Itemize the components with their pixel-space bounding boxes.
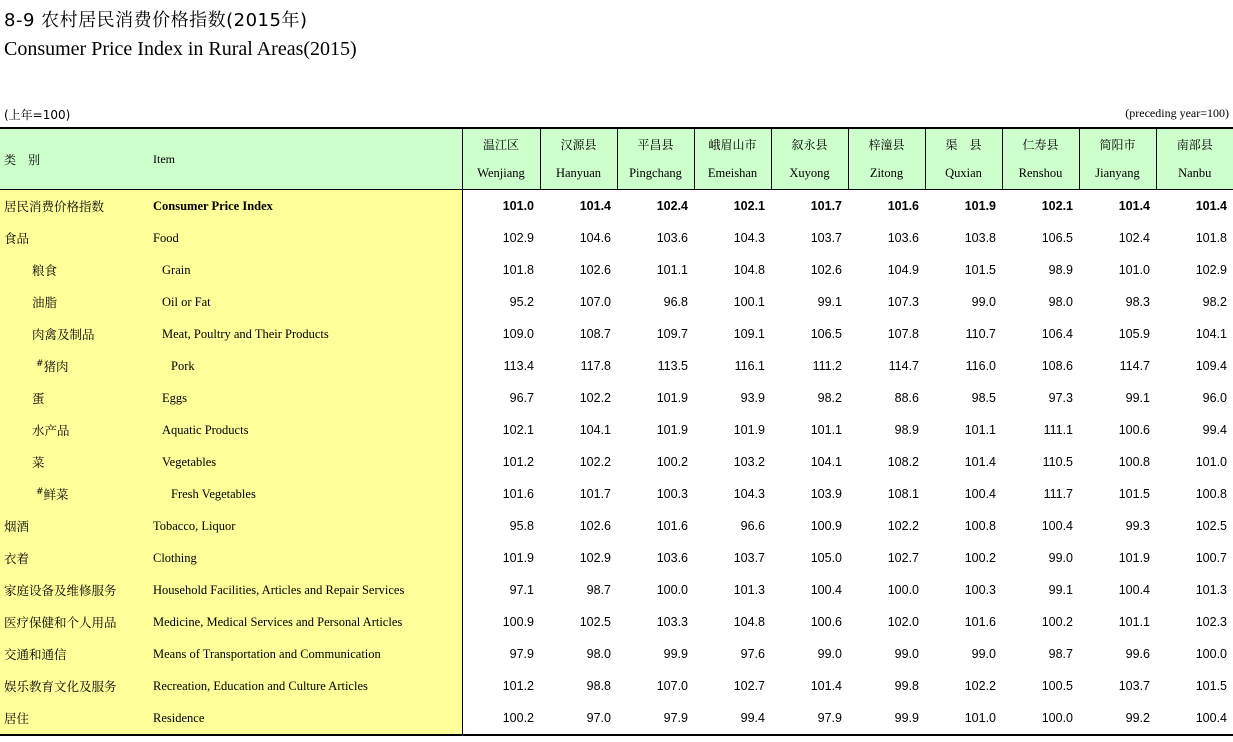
row-item-en: Vegetables: [153, 446, 462, 478]
row-value-cell: 98.0: [586, 647, 611, 661]
header-region-cn: 平昌县: [637, 138, 674, 152]
row-value-cell: 99.1: [1125, 391, 1150, 405]
row-category-cn: [0, 702, 153, 735]
row-value-cell: 101.0: [1195, 455, 1227, 469]
row-value-cell: 116.1: [734, 359, 765, 373]
row-category-cn: [0, 382, 153, 414]
header-region: [1002, 128, 1079, 190]
row-value-cell: 101.6: [887, 199, 919, 213]
row-value-cell: 100.4: [1041, 519, 1073, 533]
row-value-cell: 99.1: [1048, 583, 1073, 597]
row-category-cn: [0, 350, 153, 382]
row-value-cell: 99.2: [1079, 702, 1156, 735]
row-value-cell: 102.1: [733, 199, 765, 213]
row-value-cell: 103.2: [733, 455, 765, 469]
table-row: [0, 702, 1233, 735]
row-value-cell: 98.9: [1048, 263, 1073, 277]
table-row: [0, 286, 1233, 318]
row-value-cell: 102.7: [733, 679, 765, 693]
header-region-en: Zitong: [869, 166, 904, 180]
row-category-cn: [0, 254, 153, 286]
row-value-cell: 102.7: [887, 551, 919, 565]
header-region-en: Quxian: [945, 166, 982, 180]
row-value-cell: 101.1: [656, 263, 688, 277]
row-item-en: Food: [153, 222, 462, 254]
row-item-en: Medicine, Medical Services and Personal Articles: [153, 606, 462, 638]
row-value-cell: 100.0: [1002, 702, 1079, 735]
row-value-cell: 100.5: [1041, 679, 1073, 693]
row-value-cell: 102.5: [579, 615, 611, 629]
row-value-cell: 99.0: [971, 647, 996, 661]
row-item-en: Consumer Price Index: [153, 190, 462, 223]
row-value-cell: 103.8: [964, 231, 996, 245]
row-category-label: 水产品: [32, 423, 70, 438]
row-value-cell: 97.9: [462, 638, 540, 670]
row-category-label: 油脂: [32, 295, 58, 310]
row-value-cell: 102.2: [579, 455, 611, 469]
row-item-en: Recreation, Education and Culture Articles: [153, 670, 462, 702]
header-region-cn: 仁寿县: [1022, 138, 1059, 152]
header-region-cn: 汉源县: [560, 138, 597, 152]
row-category-label: 居民消费价格指数: [4, 199, 105, 214]
row-value-cell: 101.9: [964, 199, 996, 213]
row-item-en: Tobacco, Liquor: [153, 510, 462, 542]
row-value-cell: 102.4: [656, 199, 688, 213]
row-category-label: 衣着: [4, 551, 30, 566]
row-item-en: Eggs: [153, 382, 462, 414]
row-value-cell: 96.8: [663, 295, 688, 309]
row-value-cell: 101.0: [462, 190, 540, 223]
unit-note-cn: (上年=100): [4, 108, 71, 122]
row-value-cell: 100.7: [1195, 551, 1227, 565]
header-region-cn: 渠 县: [945, 138, 982, 152]
row-value-cell: 102.6: [579, 263, 611, 277]
row-value-cell: 111.7: [1043, 487, 1073, 501]
row-value-cell: 109.4: [1195, 359, 1227, 373]
row-value-cell: 99.9: [663, 647, 688, 661]
row-value-cell: 88.6: [894, 391, 919, 405]
row-value-cell: 100.2: [964, 551, 996, 565]
header-region-cn: 叙永县: [791, 138, 828, 152]
row-value-cell: 103.3: [656, 615, 688, 629]
table-row: [0, 190, 1233, 223]
row-value-cell: 102.4: [1118, 231, 1150, 245]
row-item-en: Pork: [153, 350, 462, 382]
header-region: [771, 128, 848, 190]
row-value-cell: 101.4: [810, 679, 842, 693]
table-row: [0, 670, 1233, 702]
table-header-row: [0, 128, 1233, 190]
row-value-cell: 103.9: [810, 487, 842, 501]
row-value-cell: 101.3: [1195, 583, 1227, 597]
header-region: [462, 128, 540, 190]
row-value-cell: 106.4: [1041, 327, 1073, 341]
row-value-cell: 108.7: [579, 327, 611, 341]
row-value-cell: 101.5: [1195, 679, 1227, 693]
table-row: [0, 606, 1233, 638]
row-value-cell: 101.4: [964, 455, 996, 469]
row-value-cell: 103.7: [733, 551, 765, 565]
row-category-label: 娱乐教育文化及服务: [4, 679, 117, 694]
row-value-cell: 98.7: [1048, 647, 1073, 661]
row-value-cell: 103.6: [656, 231, 688, 245]
row-value-cell: 117.8: [580, 359, 611, 373]
row-value-cell: 98.2: [1202, 295, 1227, 309]
row-category-cn: [0, 542, 153, 574]
row-value-cell: 98.9: [894, 423, 919, 437]
asterisk-mark: #: [36, 487, 44, 497]
row-category-cn: [0, 222, 153, 254]
row-value-cell: 103.6: [656, 551, 688, 565]
row-value-cell: 101.0: [1118, 263, 1150, 277]
row-value-cell: 102.6: [579, 519, 611, 533]
row-value-cell: 109.0: [462, 318, 540, 350]
row-value-cell: 99.9: [848, 702, 925, 735]
row-value-cell: 100.0: [887, 583, 919, 597]
table-row: [0, 542, 1233, 574]
table-row: [0, 254, 1233, 286]
row-category-cn: [0, 446, 153, 478]
row-value-cell: 100.9: [810, 519, 842, 533]
header-region-en: Pingchang: [629, 166, 682, 180]
row-category-cn: [0, 606, 153, 638]
table-row: [0, 510, 1233, 542]
row-value-cell: 99.8: [894, 679, 919, 693]
row-category-label: 家庭设备及维修服务: [4, 583, 117, 598]
row-value-cell: 113.4: [462, 350, 540, 382]
row-value-cell: 102.0: [887, 615, 919, 629]
row-value-cell: 101.9: [656, 391, 688, 405]
table-row: [0, 574, 1233, 606]
header-region: [925, 128, 1002, 190]
row-category-label: 交通和通信: [4, 647, 67, 662]
header-region: [848, 128, 925, 190]
row-value-cell: 101.1: [810, 423, 842, 437]
row-item-en: Grain: [153, 254, 462, 286]
row-value-cell: 99.0: [971, 295, 996, 309]
row-value-cell: 99.0: [1048, 551, 1073, 565]
row-category-label: 猪肉: [43, 359, 69, 374]
row-value-cell: 100.9: [462, 606, 540, 638]
table-body: [0, 190, 1233, 736]
row-value-cell: 106.5: [1041, 231, 1073, 245]
row-value-cell: 98.5: [971, 391, 996, 405]
row-value-cell: 101.6: [462, 478, 540, 510]
row-value-cell: 99.4: [694, 702, 771, 735]
row-value-cell: 100.8: [964, 519, 996, 533]
header-region: [617, 128, 694, 190]
row-value-cell: 104.8: [733, 615, 765, 629]
row-value-cell: 101.3: [733, 583, 765, 597]
row-category-cn: [0, 670, 153, 702]
row-value-cell: 111.2: [812, 359, 842, 373]
header-region-en: Nanbu: [1178, 166, 1212, 180]
row-value-cell: 105.0: [810, 551, 842, 565]
row-value-cell: 102.2: [887, 519, 919, 533]
row-value-cell: 102.6: [810, 263, 842, 277]
row-category-label: 粮食: [32, 263, 58, 278]
table-row: [0, 446, 1233, 478]
row-category-cn: [0, 190, 153, 223]
row-item-en: Clothing: [153, 542, 462, 574]
row-value-cell: 101.1: [964, 423, 996, 437]
header-region: [1156, 128, 1233, 190]
row-value-cell: 99.0: [894, 647, 919, 661]
row-value-cell: 101.4: [579, 199, 611, 213]
table-row: [0, 638, 1233, 670]
row-value-cell: 107.8: [887, 327, 919, 341]
row-value-cell: 104.8: [733, 263, 765, 277]
row-value-cell: 102.1: [1041, 199, 1073, 213]
row-value-cell: 114.7: [888, 359, 919, 373]
row-value-cell: 100.2: [656, 455, 688, 469]
row-value-cell: 101.4: [1195, 199, 1227, 213]
row-value-cell: 98.2: [817, 391, 842, 405]
row-value-cell: 110.7: [965, 327, 996, 341]
row-value-cell: 100.0: [1195, 647, 1227, 661]
row-value-cell: 108.6: [1041, 359, 1073, 373]
row-value-cell: 100.4: [810, 583, 842, 597]
table-row: [0, 478, 1233, 510]
header-region-en: Renshou: [1018, 166, 1063, 180]
table-title-en: Consumer Price Index in Rural Areas(2015): [4, 38, 357, 60]
row-item-en: Meat, Poultry and Their Products: [153, 318, 462, 350]
row-value-cell: 104.1: [579, 423, 611, 437]
row-value-cell: 97.6: [740, 647, 765, 661]
table-row: [0, 382, 1233, 414]
row-value-cell: 102.3: [1195, 615, 1227, 629]
header-region-en: Xuyong: [789, 166, 830, 180]
row-value-cell: 102.2: [964, 679, 996, 693]
row-value-cell: 100.4: [1118, 583, 1150, 597]
header-category: 类 别: [0, 128, 153, 190]
row-value-cell: 116.0: [965, 359, 996, 373]
row-category-cn: [0, 638, 153, 670]
row-category-label: 医疗保健和个人用品: [4, 615, 117, 630]
header-region: [1079, 128, 1156, 190]
row-value-cell: 102.1: [462, 414, 540, 446]
row-value-cell: 107.0: [656, 679, 688, 693]
row-value-cell: 111.1: [1043, 423, 1073, 437]
row-value-cell: 99.0: [817, 647, 842, 661]
row-value-cell: 101.7: [579, 487, 611, 501]
header-region-cn: 温江区: [482, 138, 519, 152]
row-item-en: Means of Transportation and Communication: [153, 638, 462, 670]
row-value-cell: 97.0: [540, 702, 617, 735]
row-value-cell: 109.1: [733, 327, 765, 341]
table-row: [0, 350, 1233, 382]
row-value-cell: 102.9: [462, 222, 540, 254]
row-value-cell: 101.6: [656, 519, 688, 533]
header-region: [540, 128, 617, 190]
row-value-cell: 99.4: [1202, 423, 1227, 437]
row-value-cell: 103.7: [810, 231, 842, 245]
row-value-cell: 100.6: [810, 615, 842, 629]
row-value-cell: 104.9: [887, 263, 919, 277]
header-region-en: Emeishan: [707, 166, 758, 180]
header-item: Item: [153, 128, 462, 190]
row-category-label: 蛋: [32, 391, 45, 406]
row-value-cell: 101.7: [810, 199, 842, 213]
row-value-cell: 100.2: [1041, 615, 1073, 629]
row-value-cell: 101.6: [964, 615, 996, 629]
row-category-label: 菜: [32, 455, 45, 470]
row-value-cell: 102.2: [579, 391, 611, 405]
header-region-en: Jianyang: [1095, 166, 1140, 180]
unit-note-en: (preceding year=100): [1125, 106, 1229, 120]
row-value-cell: 110.5: [1042, 455, 1073, 469]
row-value-cell: 97.9: [617, 702, 694, 735]
row-value-cell: 101.2: [462, 670, 540, 702]
header-region-en: Hanyuan: [555, 166, 602, 180]
row-value-cell: 99.6: [1125, 647, 1150, 661]
row-value-cell: 93.9: [740, 391, 765, 405]
row-value-cell: 101.4: [1118, 199, 1150, 213]
row-value-cell: 101.9: [1118, 551, 1150, 565]
header-region-cn: 简阳市: [1099, 138, 1136, 152]
row-item-en: Oil or Fat: [153, 286, 462, 318]
header-region: [694, 128, 771, 190]
row-value-cell: 100.3: [964, 583, 996, 597]
row-category-cn: [0, 574, 153, 606]
row-value-cell: 100.8: [1118, 455, 1150, 469]
row-value-cell: 100.8: [1195, 487, 1227, 501]
row-value-cell: 107.0: [579, 295, 611, 309]
row-category-cn: [0, 510, 153, 542]
table-row: [0, 318, 1233, 350]
row-value-cell: 100.2: [462, 702, 540, 735]
row-value-cell: 100.0: [656, 583, 688, 597]
row-value-cell: 105.9: [1118, 327, 1150, 341]
asterisk-mark: #: [36, 359, 44, 369]
row-value-cell: 95.2: [462, 286, 540, 318]
row-value-cell: 113.5: [657, 359, 688, 373]
row-value-cell: 101.8: [1195, 231, 1227, 245]
row-value-cell: 96.7: [462, 382, 540, 414]
row-value-cell: 108.2: [887, 455, 919, 469]
header-region-cn: 峨眉山市: [708, 138, 757, 152]
row-item-en: Fresh Vegetables: [153, 478, 462, 510]
row-value-cell: 101.2: [462, 446, 540, 478]
row-value-cell: 103.7: [1118, 679, 1150, 693]
cpi-table: [0, 127, 1233, 736]
row-value-cell: 108.1: [887, 487, 919, 501]
table-row: [0, 222, 1233, 254]
row-category-label: 肉禽及制品: [32, 327, 95, 342]
row-value-cell: 106.5: [810, 327, 842, 341]
row-value-cell: 98.8: [586, 679, 611, 693]
row-value-cell: 102.9: [579, 551, 611, 565]
row-value-cell: 97.3: [1048, 391, 1073, 405]
row-value-cell: 114.7: [1119, 359, 1150, 373]
row-value-cell: 100.6: [1118, 423, 1150, 437]
row-value-cell: 101.9: [733, 423, 765, 437]
row-category-cn: [0, 318, 153, 350]
row-item-en: Aquatic Products: [153, 414, 462, 446]
row-value-cell: 107.3: [887, 295, 919, 309]
row-value-cell: 96.0: [1202, 391, 1227, 405]
row-value-cell: 99.1: [817, 295, 842, 309]
row-value-cell: 97.1: [462, 574, 540, 606]
row-value-cell: 104.1: [810, 455, 842, 469]
row-category-label: 烟酒: [4, 519, 30, 534]
row-value-cell: 96.6: [740, 519, 765, 533]
row-value-cell: 101.5: [964, 263, 996, 277]
table-title-cn: 8-9 农村居民消费价格指数(2015年): [4, 10, 308, 31]
row-value-cell: 95.8: [462, 510, 540, 542]
row-value-cell: 103.6: [887, 231, 919, 245]
row-value-cell: 100.4: [964, 487, 996, 501]
row-value-cell: 100.3: [656, 487, 688, 501]
header-region-en: Wenjiang: [477, 166, 525, 180]
header-region-cn: 南部县: [1176, 138, 1213, 152]
row-value-cell: 100.1: [733, 295, 765, 309]
row-category-cn: [0, 414, 153, 446]
row-value-cell: 98.3: [1125, 295, 1150, 309]
row-value-cell: 104.3: [733, 231, 765, 245]
row-value-cell: 104.6: [579, 231, 611, 245]
row-value-cell: 101.8: [462, 254, 540, 286]
row-category-label: 居住: [4, 711, 30, 726]
row-value-cell: 109.7: [656, 327, 688, 341]
row-category-label: 鲜菜: [43, 487, 69, 502]
header-region-cn: 梓潼县: [868, 138, 905, 152]
row-value-cell: 102.9: [1195, 263, 1227, 277]
row-value-cell: 101.9: [656, 423, 688, 437]
row-category-cn: [0, 478, 153, 510]
row-value-cell: 97.9: [771, 702, 848, 735]
row-value-cell: 101.1: [1118, 615, 1150, 629]
row-value-cell: 101.9: [462, 542, 540, 574]
row-value-cell: 104.3: [733, 487, 765, 501]
row-item-en: Residence: [153, 702, 462, 735]
row-item-en: Household Facilities, Articles and Repair Services: [153, 574, 462, 606]
row-value-cell: 98.7: [586, 583, 611, 597]
row-value-cell: 104.1: [1195, 327, 1227, 341]
row-value-cell: 102.5: [1195, 519, 1227, 533]
row-value-cell: 100.4: [1156, 702, 1233, 735]
row-category-cn: [0, 286, 153, 318]
row-category-label: 食品: [4, 231, 30, 246]
row-value-cell: 101.5: [1118, 487, 1150, 501]
row-value-cell: 99.3: [1125, 519, 1150, 533]
row-value-cell: 98.0: [1048, 295, 1073, 309]
table-row: [0, 414, 1233, 446]
row-value-cell: 101.0: [925, 702, 1002, 735]
